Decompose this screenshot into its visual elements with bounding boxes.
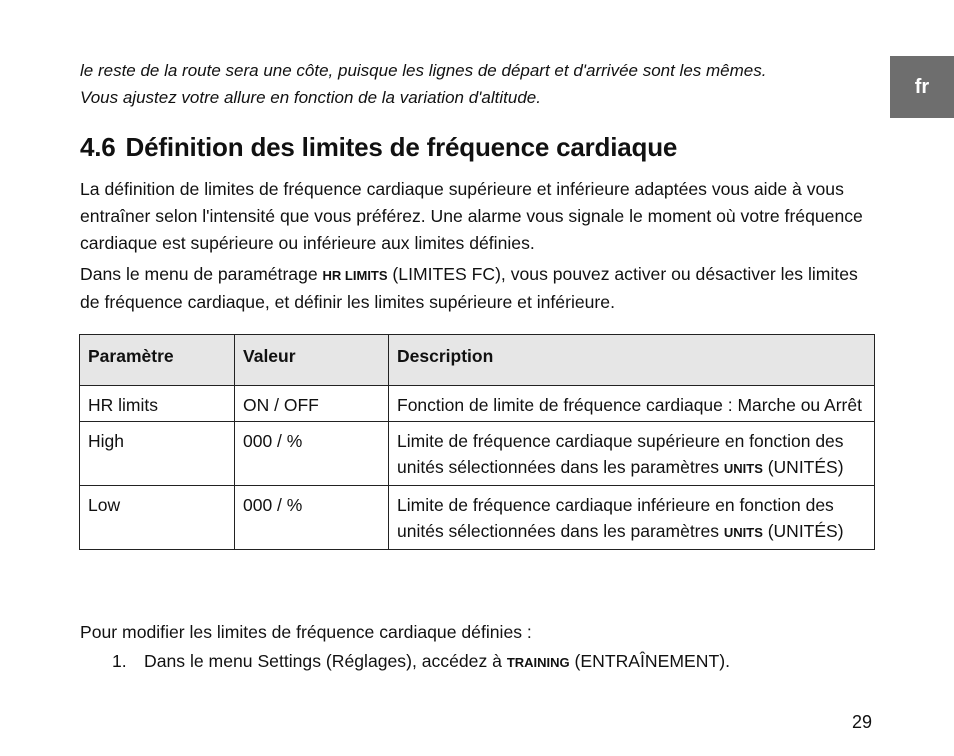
cell-param: HR limits xyxy=(80,386,235,422)
cell-value: 000 / % xyxy=(235,485,389,549)
cell-desc-text: Fonction de limite de fréquence cardiaque : Marche ou Arrêt xyxy=(397,395,862,415)
section-heading xyxy=(80,132,677,163)
step-item xyxy=(112,648,730,676)
menu-code-training: TRAINING xyxy=(506,655,570,670)
step-number: 1. xyxy=(112,651,127,671)
step-before: Dans le menu Settings (Réglages), accédez à xyxy=(144,651,507,671)
cell-value: ON / OFF xyxy=(235,386,389,422)
cell-desc xyxy=(389,421,875,485)
paragraph-1: La définition de limites de fréquence cardiaque supérieure et inférieure adaptées vous aide à vous entraîner selon l'intensité que vous préférez. Une alarme vous signale le moment où votre fréquence cardiaque est supérieure ou inférieure aux limites définies. xyxy=(80,179,863,253)
menu-code-hr-limits: HR LIMITS xyxy=(322,268,388,283)
cell-param: Low xyxy=(80,485,235,549)
menu-code-units: UNITS xyxy=(723,525,763,540)
step-after: (ENTRAÎNEMENT). xyxy=(569,651,730,671)
page-number: 29 xyxy=(852,712,873,732)
table-header-row xyxy=(80,335,875,386)
header-description: Description xyxy=(389,335,875,386)
cell-desc-after: (UNITÉS) xyxy=(762,521,844,541)
language-tab: fr xyxy=(890,56,954,118)
table-row xyxy=(80,485,875,549)
section-title: Définition des limites de fréquence cardiaque xyxy=(125,132,678,162)
section-number: 4.6 xyxy=(80,132,116,162)
cell-desc xyxy=(389,386,875,422)
table-row xyxy=(80,386,875,422)
cell-desc-after: (UNITÉS) xyxy=(762,457,844,477)
header-valeur: Valeur xyxy=(235,335,389,386)
menu-code-units: UNITS xyxy=(723,461,763,476)
cell-value: 000 / % xyxy=(235,421,389,485)
cell-desc-text: Limite de fréquence cardiaque supérieure en fonction des unités sélectionnées dans les paramètres xyxy=(397,430,844,477)
cell-desc xyxy=(389,485,875,549)
intro-line-2: Vous ajustez votre allure en fonction de la variation d'altitude. xyxy=(80,88,541,107)
table-row xyxy=(80,421,875,485)
after-table-text: Pour modifier les limites de fréquence cardiaque définies : xyxy=(80,622,532,642)
paragraph-2-before: Dans le menu de paramétrage xyxy=(80,264,323,284)
header-parametre: Paramètre xyxy=(80,335,235,386)
paragraph-2-after: (LIMITES FC), vous pouvez activer ou désactiver les limites de fréquence cardiaque, et définir les limites supérieure et inférieure. xyxy=(80,264,858,312)
paragraph-2 xyxy=(80,261,880,316)
cell-param: High xyxy=(80,421,235,485)
intro-line-1: le reste de la route sera une côte, puisque les lignes de départ et d'arrivée sont les mêmes. xyxy=(80,61,767,80)
intro-text xyxy=(80,57,880,111)
cell-desc-text: Limite de fréquence cardiaque inférieure en fonction des unités sélectionnées dans les paramètres xyxy=(397,494,834,541)
parameter-table xyxy=(79,334,875,550)
